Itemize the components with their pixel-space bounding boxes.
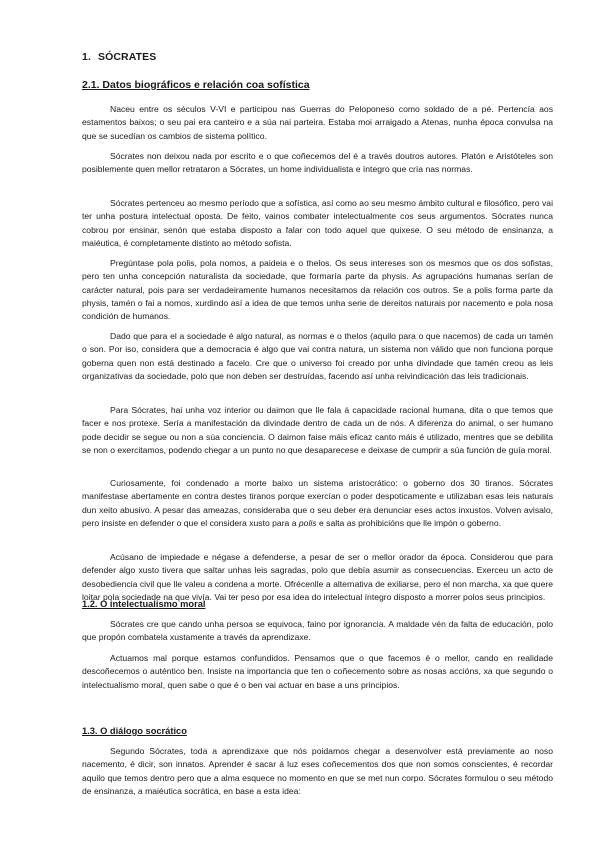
chapter-heading (82, 51, 156, 63)
paragraph-7-italic: polis (298, 517, 317, 528)
paragraph-3: Sócrates pertenceu ao mesmo período que a sofística, así como ao seu mesmo ámbito cultural e filosófico, pero vai ter unha postura intelectual oposta. De feito, vainos combater intelectualmente cos seus argumentos. Sócrates nunca cobrou por ensinar, senón que estaba disposto a falar con todo aquel que quixese. O seu método de ensinanza, a maiéutica, é completamente distinto ao método sofista. (82, 198, 553, 248)
paragraph-8: Acúsano de impiedade e négase a defenderse, a pesar de ser o mellor orador da época. Considerou que para defender algo xusto tivera que saltar unhas leis sagradas, polo que debía asumir as consecuencias. Exerceu un acto de desobediencia civil que lle valeu a condena a morte. Ofrécenlle a alternativa de exiliarse, pero el non marcha, xa que quere loitar pola sociedade na que vivía. Vai ter peso por esa idea do intelectual íntegro disposto a morrer polos seus principios. (82, 552, 553, 602)
chapter-number: 1. (82, 51, 91, 63)
section-heading-1-2: 1.2. O intelectualismo moral (82, 599, 206, 609)
section-heading-2-1: 2.1. Datos biográficos e relación coa sofística (82, 79, 310, 91)
paragraph-1: Naceu entre os séculos V-VI e participou nas Guerras do Peloponeso como soldado de a pé. Pertencía aos estamentos baixos; o seu pai era canteiro e a súa nai parteira. Estaba moi arraigado a Atenas, nunha época convulsa na que se sucedían os cambios de sistema político. (82, 104, 553, 141)
chapter-title: SÓCRATES (98, 51, 157, 63)
paragraph-11: Segundo Sócrates, toda a aprendizaxe que nós poidamos chegar a desenvolver está previamente ao noso nacemento, é dicir, son innatos. Aprender é sacar á luz eses coñecementos dos que non somos conscientes, é recordar aquilo que temos dentro pero que a alma esquece no momento en que se met nun corpo. Sócrates formulou o seu método de ensinanza, a maiéutica socrática, en base a esta idea: (82, 746, 553, 796)
section-heading-1-3: 1.3. O diálogo socrático (82, 726, 187, 736)
paragraph-7 (82, 477, 553, 530)
paragraph-10: Actuamos mal porque estamos confundidos. Pensamos que o que facemos é o mellor, cando en realidade descoñecemos o auténtico ben. Insiste na importancia que ten o coñecemento sobre as nosas accións, xa que segundo o intelectualismo moral, quen sabe o que é o ben vai actuar en base a uns principios. (82, 653, 553, 690)
paragraph-9: Sócrates cre que cando unha persoa se equivoca, faino por ignorancia. A maldade vén da falta de educación, polo que propón combatela xustamente a través da aprendizaxe. (82, 619, 553, 643)
paragraph-5: Dado que para el a sociedade é algo natural, as normas e o thelos (aquilo para o que nacemos) de cada un tamén o son. Por iso, considera que a democracia é algo que vai contra natura, un sistema non válido que non funciona porque goberna quen non está destinado a facelo. Cre que o universo foi creado por unha divindade que tamén creou as leis organizativas da sociedade, polo que non deben ser destruídas, facendo así unha reivindicación das leis tradicionais. (82, 331, 553, 381)
paragraph-2: Sócrates non deixou nada por escrito e o que coñecemos del é a través doutros autores. Platón e Aristóteles son posiblemente quen mellor retrataron a Sócrates, un home individualista e íntegro que cría nas normas. (82, 151, 553, 175)
paragraph-4: Pregúntase pola polis, pola nomos, a paideia e o thelos. Os seus intereses son os mesmos que os dos sofistas, pero ten unha concepción naturalista da sociedade, que formaría parte da physis. As agrupacións humanas serían de carácter natural, pois para ser verdadeiramente humanos necesitamos da relación cos outros. Se a polis forma parte da physis, tamén o fai a nomos, xurdindo así a idea de que temos unha serie de dereitos naturais por nacemento e pola nosa condición de humanos. (82, 258, 553, 322)
paragraph-7-text-a: Curiosamente, foi condenado a morte baixo un sistema aristocrático: o goberno dos 30 tiranos. Sócrates manifestase abertamente en contra destes tiranos porque exercían o poder despoticamente e utilizaban esas leis naturais dun xeito abusivo. A pesar das ameazas, consideraba que o seu deber era denunciar eses actos inxustos. Volven avisalo, pero insiste en defender o que el considera xusto para a (82, 478, 553, 528)
paragraph-7-text-b: e salta as prohibicións que lle impón o goberno. (316, 517, 501, 528)
paragraph-6: Para Sócrates, hai unha voz interior ou daimon que lle fala á capacidade racional humana, dita o que temos que facer e nos protexe. Sería a manifestación da divindade dentro de cada un de nós. A diferenza do animal, o ser humano pode decidir se segue ou non a súa conciencia. O daimon faise máis eficaz canto máis é utilizado, mentres que se debilita se non o exercitamos, podendo chegar a un punto no que desaparecese e deixase de cumprir a súa función de guía moral. (82, 405, 553, 455)
